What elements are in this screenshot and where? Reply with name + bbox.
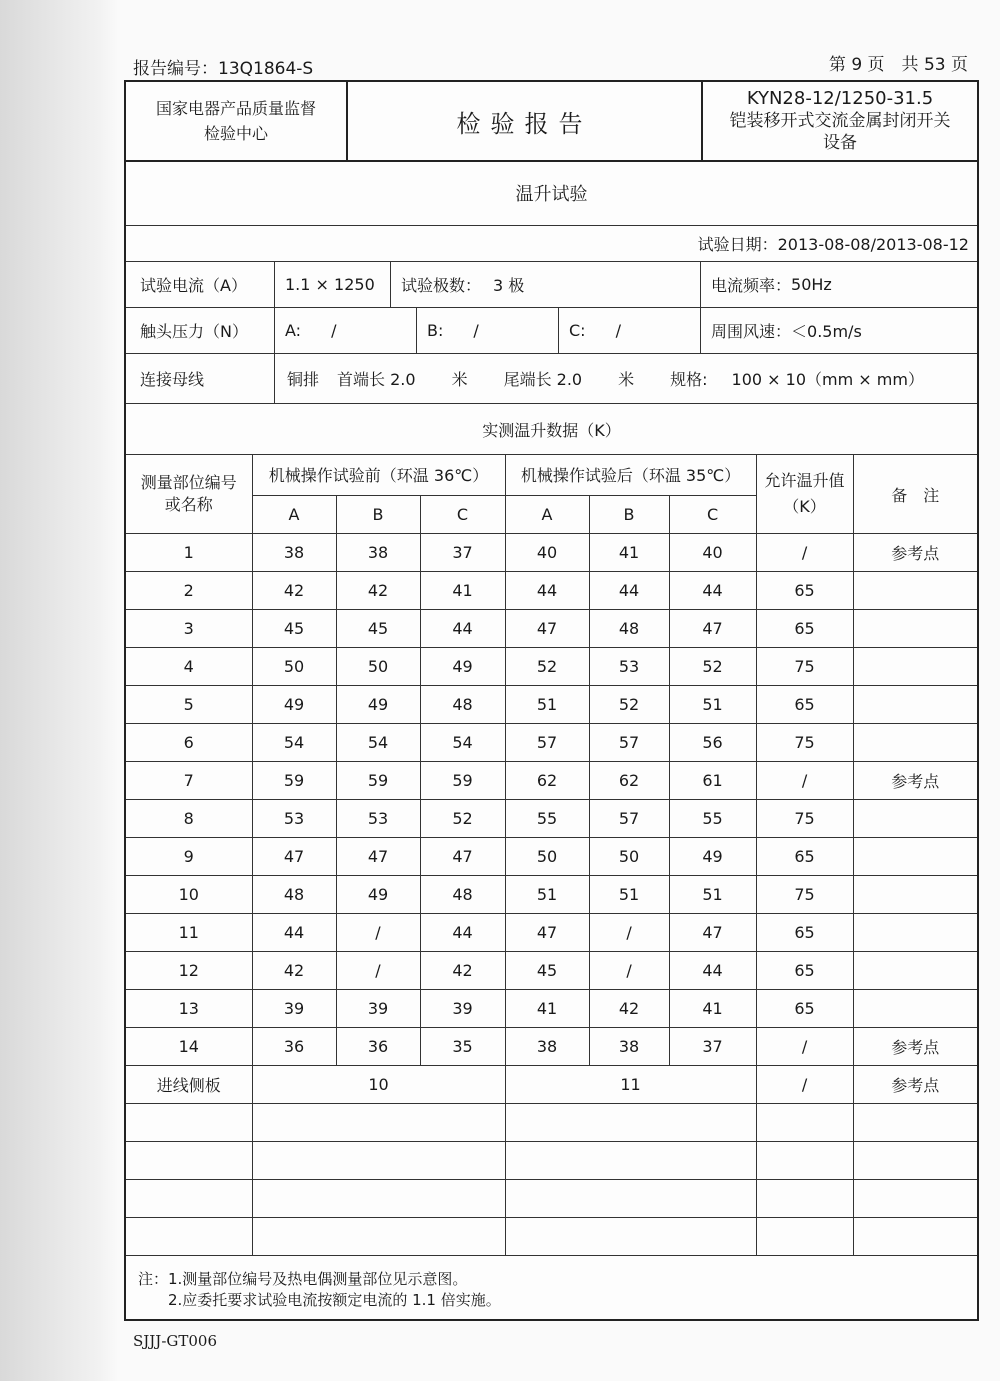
- cell-c-before: 44: [420, 914, 505, 952]
- pressure-label: 触头压力（N）: [140, 322, 248, 341]
- cell-a-after: 51: [505, 686, 589, 724]
- cell-a-after: 45: [505, 952, 589, 990]
- cell-c-before: 39: [420, 990, 505, 1028]
- a-label: A:: [285, 321, 302, 340]
- table-row: [126, 838, 977, 876]
- test-name: 温升试验: [515, 183, 588, 205]
- cell-position: 13: [126, 990, 252, 1028]
- table-row: [126, 648, 977, 686]
- table-row: [126, 914, 977, 952]
- cell-c-before: 42: [420, 952, 505, 990]
- cell-b-before: 50: [336, 648, 420, 686]
- cell-a-before: 45: [252, 610, 336, 648]
- cell-c-before: 52: [420, 800, 505, 838]
- cell-allowed: /: [756, 1028, 853, 1066]
- cell-position: 10: [126, 876, 252, 914]
- head-length: 首端长 2.0: [337, 370, 416, 389]
- cell-c-after: 55: [669, 800, 756, 838]
- cell-c-before: 54: [420, 724, 505, 762]
- cell-allowed: 65: [756, 914, 853, 952]
- cell-a-before: 48: [252, 876, 336, 914]
- cell-a-after: 47: [505, 914, 589, 952]
- cell-position: 7: [126, 762, 252, 800]
- cell-c-before: 35: [420, 1028, 505, 1066]
- freq-label: 电流频率：: [711, 276, 792, 295]
- pressure-a: [274, 308, 416, 353]
- col-after: 机械操作试验后（环温 35℃）: [505, 455, 756, 496]
- table-caption-row: [126, 404, 977, 454]
- table-row: [126, 762, 977, 800]
- cell-a-before: 42: [252, 952, 336, 990]
- org-cell: [126, 82, 348, 160]
- cell-a-before: 36: [252, 1028, 336, 1066]
- blank-row: [126, 1142, 977, 1180]
- table-row: [126, 686, 977, 724]
- b-value: /: [473, 321, 479, 340]
- unit-meter-1: 米: [451, 370, 468, 389]
- binding-edge: [0, 0, 118, 1381]
- cell-a-before: 59: [252, 762, 336, 800]
- cell-b-before: 47: [336, 838, 420, 876]
- cell-a-after: 52: [505, 648, 589, 686]
- cell-a-before: 54: [252, 724, 336, 762]
- note-line1: 注：1.测量部位编号及热电偶测量部位见示意图。: [138, 1270, 468, 1288]
- cell-b-before: 39: [336, 990, 420, 1028]
- blank-row: [126, 1218, 977, 1256]
- cell-remark: [853, 648, 977, 686]
- cell-allowed: 65: [756, 610, 853, 648]
- cell-allowed: 75: [756, 876, 853, 914]
- cell-a-after: 38: [505, 1028, 589, 1066]
- cell-b-after: 53: [589, 648, 669, 686]
- cell-b-after: /: [589, 914, 669, 952]
- cell-b-before: 53: [336, 800, 420, 838]
- cell-c-after: 49: [669, 838, 756, 876]
- report-number: 报告编号：13Q1864-S: [133, 59, 314, 79]
- cell-a-after: 50: [505, 838, 589, 876]
- cell-a-after: 62: [505, 762, 589, 800]
- side-panel-row: [126, 1066, 977, 1104]
- cell-a-after: 55: [505, 800, 589, 838]
- cell-b-after: 50: [589, 838, 669, 876]
- cell-remark: [853, 686, 977, 724]
- col-allowed: [756, 455, 853, 534]
- cell-b-before: 36: [336, 1028, 420, 1066]
- phase-b-after: B: [589, 495, 669, 534]
- blank-row: [126, 1104, 977, 1142]
- poles-value: 3 极: [493, 276, 525, 295]
- test-date: 试验日期：2013-08-08/2013-08-12: [697, 235, 969, 254]
- cell-remark: [853, 914, 977, 952]
- cell-allowed: /: [756, 762, 853, 800]
- cell-remark: 参考点: [853, 762, 977, 800]
- cell-a-after: 40: [505, 534, 589, 572]
- table-row: [126, 800, 977, 838]
- table-row: [126, 534, 977, 572]
- cell-c-after: 47: [669, 914, 756, 952]
- cell-remark: [853, 952, 977, 990]
- product-line1: 铠装移开式交流金属封闭开关: [729, 111, 951, 131]
- table-header-row: [126, 455, 977, 496]
- cell-position: 14: [126, 1028, 252, 1066]
- cell-allowed: /: [756, 534, 853, 572]
- wind-cell: [700, 308, 977, 353]
- cell-a-before: 39: [252, 990, 336, 1028]
- cell-c-before: 48: [420, 686, 505, 724]
- cell-a-after: 44: [505, 572, 589, 610]
- cell-position: 2: [126, 572, 252, 610]
- cell-position: 5: [126, 686, 252, 724]
- cell-b-before: 49: [336, 876, 420, 914]
- cell-remark: [853, 800, 977, 838]
- cell-a-after: 57: [505, 724, 589, 762]
- title-block: [126, 82, 977, 162]
- phase-a-after: A: [505, 495, 589, 534]
- page-number: 第 9 页 共 53 页: [828, 55, 968, 75]
- cell-position: 8: [126, 800, 252, 838]
- poles-cell: [390, 262, 700, 307]
- product-model: KYN28-12/1250-31.5: [746, 88, 934, 109]
- cell-c-after: 52: [669, 648, 756, 686]
- cell-c-after: 51: [669, 686, 756, 724]
- cell-a-before: 44: [252, 914, 336, 952]
- doc-title: 检验报告: [348, 82, 703, 160]
- cell-remark: [853, 724, 977, 762]
- table-body: [126, 534, 977, 1066]
- cell-allowed: 65: [756, 990, 853, 1028]
- phase-a-before: A: [252, 495, 336, 534]
- table-row: [126, 572, 977, 610]
- phase-c-after: C: [669, 495, 756, 534]
- cell-c-before: 49: [420, 648, 505, 686]
- cell-a-before: 53: [252, 800, 336, 838]
- side-panel-after: 11: [505, 1066, 756, 1104]
- pressure-b: [416, 308, 558, 353]
- cell-b-after: 52: [589, 686, 669, 724]
- cell-c-before: 48: [420, 876, 505, 914]
- a-value: /: [331, 321, 337, 340]
- cell-allowed: 65: [756, 838, 853, 876]
- cell-position: 11: [126, 914, 252, 952]
- cell-allowed: 65: [756, 686, 853, 724]
- col-allowed-label: 允许温升值（K）: [764, 471, 845, 516]
- cell-c-after: 56: [669, 724, 756, 762]
- spec-label: 规格:: [670, 370, 708, 389]
- phase-c-before: C: [420, 495, 505, 534]
- wind-value: ＜0.5m/s: [791, 322, 862, 341]
- busbar-label: 连接母线: [140, 370, 205, 389]
- cell-allowed: 75: [756, 648, 853, 686]
- cell-b-before: /: [336, 914, 420, 952]
- cell-b-after: 57: [589, 800, 669, 838]
- current-row: [126, 262, 977, 308]
- unit-meter-2: 米: [618, 370, 635, 389]
- col-position: [126, 455, 252, 534]
- table-row: [126, 724, 977, 762]
- table-row: [126, 952, 977, 990]
- cell-c-before: 37: [420, 534, 505, 572]
- cell-remark: [853, 838, 977, 876]
- cell-a-before: 42: [252, 572, 336, 610]
- cell-b-before: 42: [336, 572, 420, 610]
- cell-a-before: 38: [252, 534, 336, 572]
- b-label: B:: [427, 321, 444, 340]
- table-row: [126, 610, 977, 648]
- freq-value: 50Hz: [791, 275, 832, 294]
- cell-allowed: 75: [756, 724, 853, 762]
- cell-b-after: 48: [589, 610, 669, 648]
- note-line2: 2.应委托要求试验电流按额定电流的 1.1 倍实施。: [138, 1291, 501, 1309]
- cell-b-before: 49: [336, 686, 420, 724]
- cell-allowed: 75: [756, 800, 853, 838]
- cell-position: 9: [126, 838, 252, 876]
- side-panel-remark: 参考点: [853, 1066, 977, 1104]
- cell-c-before: 44: [420, 610, 505, 648]
- cell-c-after: 47: [669, 610, 756, 648]
- cell-b-after: 38: [589, 1028, 669, 1066]
- report-frame: [124, 80, 979, 1321]
- cell-c-after: 51: [669, 876, 756, 914]
- cell-position: 3: [126, 610, 252, 648]
- busbar-type: 铜排: [287, 370, 320, 389]
- cell-position: 6: [126, 724, 252, 762]
- c-value: /: [615, 321, 621, 340]
- cell-c-after: 37: [669, 1028, 756, 1066]
- cell-a-before: 49: [252, 686, 336, 724]
- col-position-label: 测量部位编号或名称: [140, 473, 237, 514]
- cell-b-before: /: [336, 952, 420, 990]
- cell-a-after: 51: [505, 876, 589, 914]
- cell-b-before: 45: [336, 610, 420, 648]
- org-line2: 检验中心: [203, 124, 268, 143]
- poles-label: 试验极数：: [401, 276, 482, 295]
- cell-allowed: 65: [756, 952, 853, 990]
- cell-remark: [853, 990, 977, 1028]
- cell-b-after: 51: [589, 876, 669, 914]
- cell-a-after: 41: [505, 990, 589, 1028]
- temperature-rise-table: [126, 454, 977, 1256]
- cell-remark: [853, 610, 977, 648]
- side-panel-before: 10: [252, 1066, 505, 1104]
- spec-value: 100 × 10（mm × mm）: [731, 370, 924, 389]
- cell-b-before: 59: [336, 762, 420, 800]
- cell-c-after: 44: [669, 572, 756, 610]
- blank-row: [126, 1180, 977, 1218]
- cell-remark: [853, 572, 977, 610]
- test-name-row: [126, 160, 977, 226]
- cell-a-before: 50: [252, 648, 336, 686]
- org-line1: 国家电器产品质量监督: [155, 99, 316, 118]
- form-code: SJJJ-GT006: [133, 1332, 218, 1350]
- cell-c-before: 41: [420, 572, 505, 610]
- cell-a-before: 47: [252, 838, 336, 876]
- cell-position: 4: [126, 648, 252, 686]
- cell-b-after: 42: [589, 990, 669, 1028]
- cell-b-after: 44: [589, 572, 669, 610]
- cell-c-after: 41: [669, 990, 756, 1028]
- cell-b-after: 41: [589, 534, 669, 572]
- cell-position: 12: [126, 952, 252, 990]
- cell-b-after: /: [589, 952, 669, 990]
- cell-remark: 参考点: [853, 534, 977, 572]
- table-caption: 实测温升数据（K）: [482, 420, 621, 440]
- side-panel-label: 进线侧板: [126, 1066, 252, 1104]
- cell-position: 1: [126, 534, 252, 572]
- col-before: 机械操作试验前（环温 36℃）: [252, 455, 505, 496]
- busbar-detail: [274, 354, 977, 403]
- cell-c-before: 59: [420, 762, 505, 800]
- cell-b-after: 62: [589, 762, 669, 800]
- table-row: [126, 876, 977, 914]
- notes: [138, 1269, 501, 1311]
- pressure-row: [126, 308, 977, 354]
- pressure-c: [558, 308, 700, 353]
- table-row: [126, 990, 977, 1028]
- tail-length: 尾端长 2.0: [503, 370, 583, 389]
- cell-allowed: 65: [756, 572, 853, 610]
- cell-c-after: 40: [669, 534, 756, 572]
- cell-remark: 参考点: [853, 1028, 977, 1066]
- side-panel-allowed: /: [756, 1066, 853, 1104]
- cell-remark: [853, 876, 977, 914]
- freq-cell: [700, 262, 977, 307]
- current-value: 1.1 × 1250: [274, 262, 390, 307]
- cell-b-after: 57: [589, 724, 669, 762]
- product-cell: [703, 82, 977, 160]
- col-remark: 备 注: [853, 455, 977, 534]
- cell-c-after: 61: [669, 762, 756, 800]
- test-date-row: [126, 226, 977, 262]
- c-label: C:: [569, 321, 586, 340]
- current-label: 试验电流（A）: [140, 276, 247, 295]
- cell-b-before: 54: [336, 724, 420, 762]
- busbar-row: [126, 354, 977, 404]
- cell-c-before: 47: [420, 838, 505, 876]
- table-row: [126, 1028, 977, 1066]
- wind-label: 周围风速：: [711, 322, 792, 341]
- phase-b-before: B: [336, 495, 420, 534]
- cell-c-after: 44: [669, 952, 756, 990]
- cell-b-before: 38: [336, 534, 420, 572]
- product-line2: 设备: [823, 133, 857, 153]
- cell-a-after: 47: [505, 610, 589, 648]
